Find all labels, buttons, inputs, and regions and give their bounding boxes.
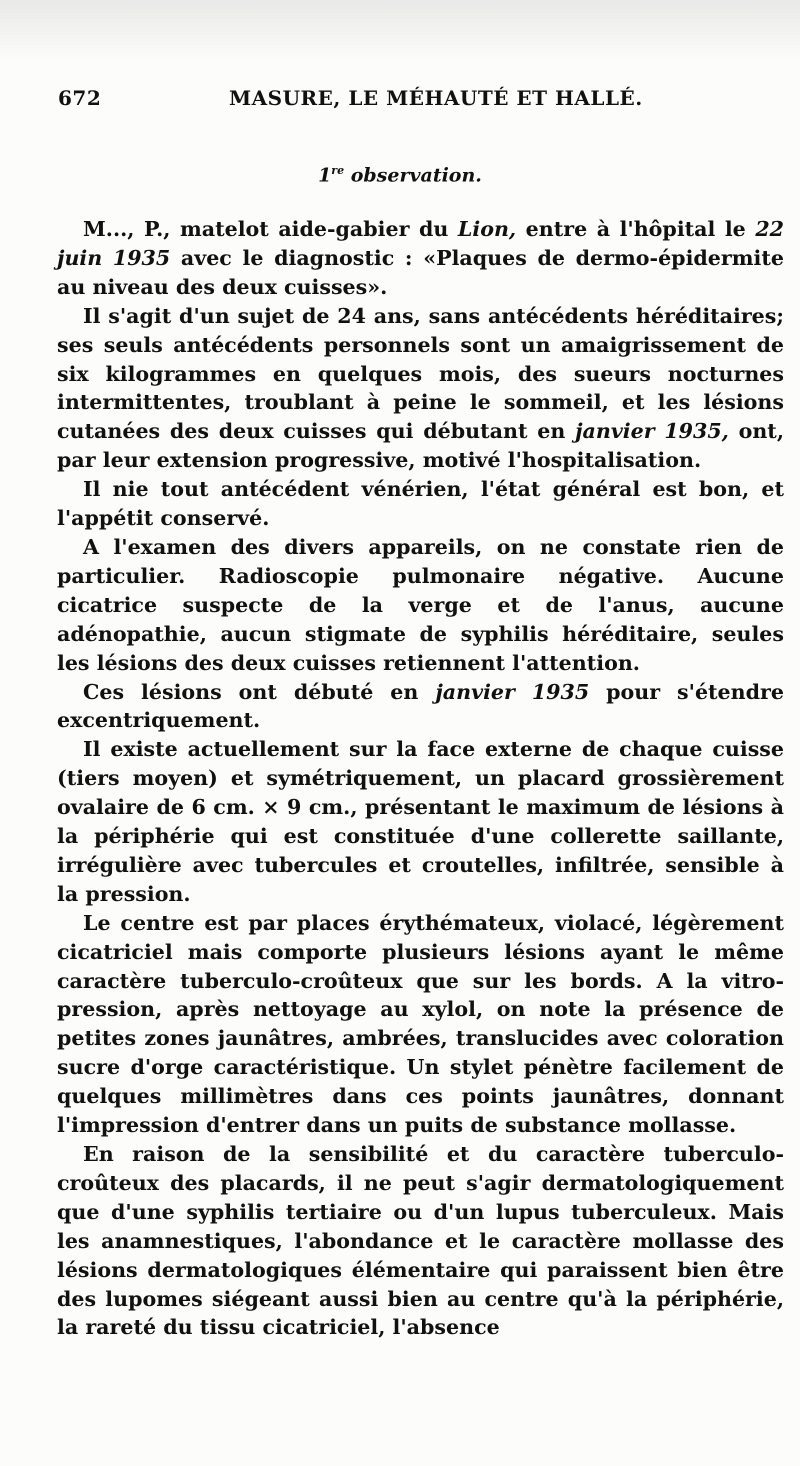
scan-edge-shadow bbox=[0, 0, 800, 60]
text-run: Ces lésions ont débuté en bbox=[83, 679, 436, 704]
paragraph bbox=[57, 302, 784, 475]
italic-text: 22 juin 1935 bbox=[57, 217, 784, 270]
paragraph bbox=[57, 735, 784, 908]
paragraph bbox=[57, 1140, 784, 1342]
text-run: avec le diagnostic : «Plaques de dermo-épidermite au niveau des deux cuisses». bbox=[57, 245, 784, 299]
text-run: ont, par leur extension progressive, motivé l'hospitalisation. bbox=[57, 419, 784, 473]
text-run: entre à l'hôpital le bbox=[516, 217, 756, 241]
text-run: pour s'étendre excentriquement. bbox=[57, 679, 784, 733]
paragraph bbox=[57, 909, 784, 1140]
section-heading bbox=[0, 164, 800, 186]
text-run: Le centre est par places érythémateux, violacé, légèrement cicatriciel mais comporte plusieurs lésions ayant le même caractère tuberculo-croûteux que sur les bords. A la vitro-pression, après nettoyage au xylol, on note la présence de petites zones jaunâtres, ambrées, translucides avec coloration sucre d'orge caractéristique. Un stylet pénètre facilement de quelques millimètres dans ces points jaunâtres, donnant l'impression d'entrer dans un puits de substance mollasse. bbox=[57, 910, 784, 1138]
text-run: M..., P., matelot aide-gabier du bbox=[83, 217, 458, 241]
italic-text: janvier 1935, bbox=[575, 419, 729, 444]
paragraph bbox=[57, 678, 784, 736]
text-run: A l'examen des divers appareils, on ne constate rien de particulier. Radioscopie pulmonaire négative. Aucune cicatrice suspecte de la verge et de l'anus, aucune adénopathie, aucun stigmate de syphilis héréditaire, seules les lésions des deux cuisses retiennent l'attention. bbox=[57, 534, 784, 675]
text-run: Il s'agit d'un sujet de 24 ans, sans antécédents héréditaires; ses seuls antécédents personnels sont un amaigrissement de six kilogrammes en quelques mois, des sueurs nocturnes intermittentes, troublant à peine le sommeil, et les lésions cutanées des deux cuisses qui débutant en bbox=[57, 303, 784, 444]
paragraph bbox=[57, 533, 784, 678]
running-title: MASURE, LE MÉHAUTÉ ET HALLÉ. bbox=[229, 86, 643, 110]
running-head bbox=[58, 86, 760, 116]
section-ordinal-suffix: re bbox=[331, 164, 345, 177]
text-run: En raison de la sensibilité et du caractère tuberculo-croûteux des placards, il ne peut s'agir dermatologiquement que d'une syphilis tertiaire ou d'un lupus tuberculeux. Mais les anamnestiques, l'abondance et le caractère mollasse des lésions dermatologiques élémentaire qui paraissent bien être des lupomes siégeant aussi bien au centre qu'à la périphérie, la rareté du tissu cicatriciel, l'absence bbox=[57, 1142, 784, 1340]
body-text bbox=[57, 215, 784, 1342]
page-number: 672 bbox=[58, 86, 102, 110]
text-run: Il existe actuellement sur la face externe de chaque cuisse (tiers moyen) et symétriquement, un placard grossièrement ovalaire de 6 cm. × 9 cm., présentant le maximum de lésions à la périphérie qui est constituée d'une collerette saillante, irrégulière avec tubercules et croutelles, infiltrée, sensible à la pression. bbox=[57, 737, 784, 906]
paragraph bbox=[57, 475, 784, 533]
paragraph bbox=[57, 215, 784, 302]
italic-text: Lion, bbox=[457, 217, 517, 241]
section-title: observation. bbox=[344, 164, 482, 187]
italic-text: janvier 1935 bbox=[435, 679, 590, 704]
text-run: Il nie tout antécédent vénérien, l'état général est bon, et l'appétit conservé. bbox=[57, 477, 784, 531]
section-ordinal: 1 bbox=[318, 164, 332, 187]
